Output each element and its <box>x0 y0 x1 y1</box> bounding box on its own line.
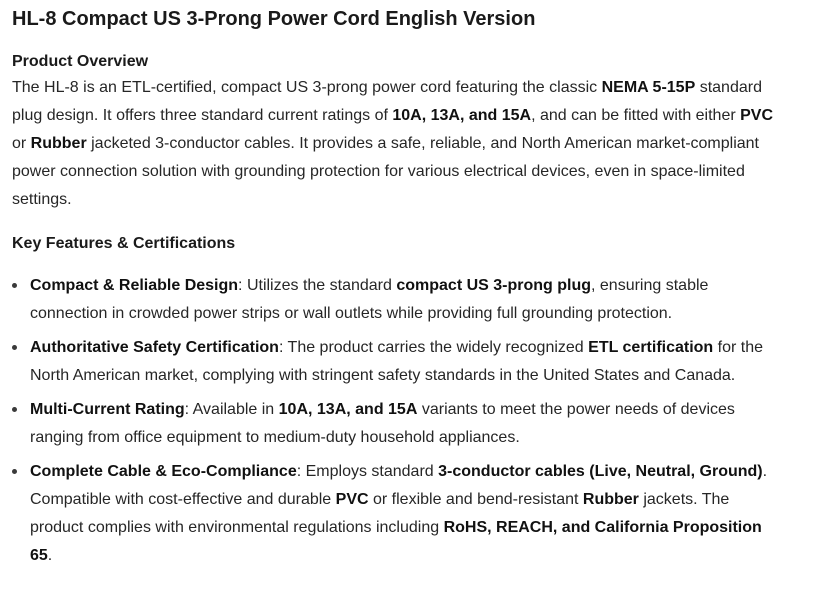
feature-item-cable-eco-compliance <box>12 458 775 570</box>
bold-text: Rubber <box>30 135 87 152</box>
text-run: standard plug design. It offers three standard current ratings of <box>12 79 762 124</box>
text-run: : Employs standard <box>296 463 439 480</box>
bullet-icon <box>12 407 17 412</box>
bullet-icon <box>12 345 17 350</box>
text-run: : Utilizes the standard <box>238 277 397 294</box>
bullet-icon <box>12 283 17 288</box>
text-run: jackets. The product complies with environmental regulations including <box>30 491 730 536</box>
text-run: , and can be fitted with either <box>531 107 741 124</box>
text-run: or flexible and bend-resistant <box>368 491 583 508</box>
bold-text: 10A, 13A, and 15A <box>278 401 418 418</box>
feature-item-multi-current-rating <box>12 396 775 452</box>
bold-text: Compact & Reliable Design <box>30 277 239 294</box>
bold-text: PVC <box>740 107 774 124</box>
feature-text <box>30 463 767 564</box>
text-run: variants to meet the power needs of devices ranging from office equipment to medium-duty household appliances. <box>30 401 735 446</box>
feature-text <box>30 401 735 446</box>
bold-text: Complete Cable & Eco-Compliance <box>30 463 297 480</box>
bullet-icon <box>12 469 17 474</box>
text-run: The HL-8 is an ETL-certified, compact US 3-prong power cord featuring the classic <box>12 79 602 96</box>
text-run: or <box>12 135 31 152</box>
feature-text <box>30 339 763 384</box>
overview-paragraph <box>12 74 782 214</box>
text-run: : Available in <box>184 401 279 418</box>
bold-text: Multi-Current Rating <box>30 401 185 418</box>
bold-text: RoHS, REACH, and California Proposition 65 <box>30 519 762 564</box>
text-run: for the North American market, complying with stringent safety standards in the United States and Canada. <box>30 339 764 384</box>
bold-text: compact US 3-prong plug <box>396 277 592 294</box>
text-run: : The product carries the widely recognized <box>278 339 589 356</box>
text-run: , ensuring stable connection in crowded power strips or wall outlets while providing full grounding protection. <box>30 277 709 322</box>
feature-item-safety-certification <box>12 334 775 390</box>
feature-text <box>30 277 708 322</box>
features-list <box>12 272 818 570</box>
bold-text: ETL certification <box>588 339 714 356</box>
features-heading: Key Features & Certifications <box>12 235 236 252</box>
page-title: HL-8 Compact US 3-Prong Power Cord English Version <box>12 8 536 30</box>
bold-text: Authoritative Safety Certification <box>30 339 279 356</box>
bold-text: 10A, 13A, and 15A <box>392 107 532 124</box>
feature-item-compact-design <box>12 272 775 328</box>
overview-heading: Product Overview <box>12 53 149 70</box>
bold-text: PVC <box>335 491 369 508</box>
bold-text: Rubber <box>582 491 639 508</box>
bold-text: NEMA 5-15P <box>601 79 696 96</box>
bold-text: 3-conductor cables (Live, Neutral, Ground) <box>438 463 763 480</box>
text-run: jacketed 3-conductor cables. It provides a safe, reliable, and North American market-compliant power connection solution with grounding protection for various electrical devices, even in space-limited settings. <box>12 135 759 208</box>
text-run: . Compatible with cost-effective and durable <box>30 463 768 508</box>
text-run: . <box>47 547 53 564</box>
